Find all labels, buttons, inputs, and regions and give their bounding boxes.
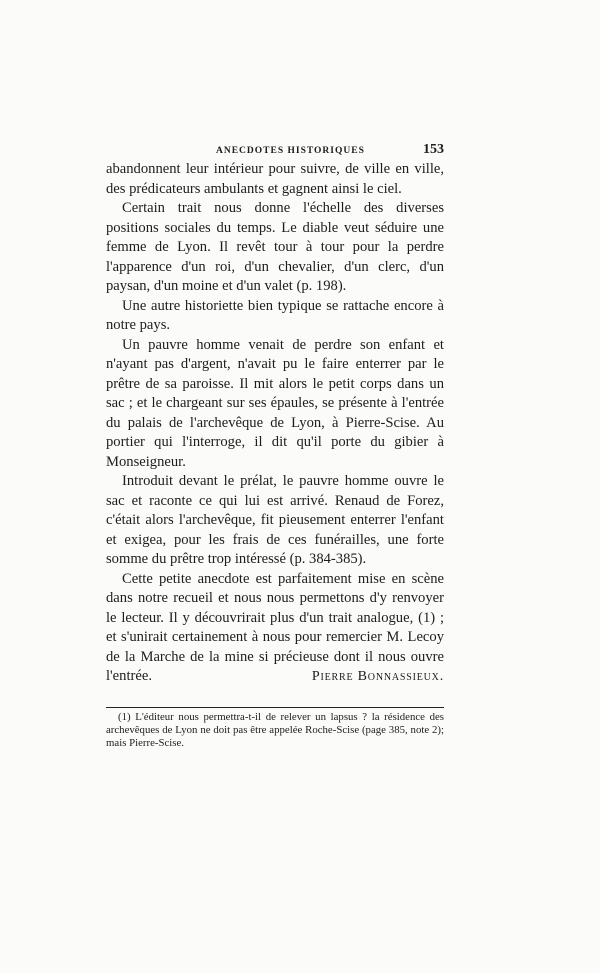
body-text (106, 160, 444, 687)
author-signature: Pierre Bonnassieux. (311, 669, 444, 684)
paragraph-prelate: Introduit devant le prélat, le pauvre homme ouvre le sac et raconte ce qui lui est arrivé. Renaud de Forez, c'était alors l'archevêque, fit pieusement enterrer l'enfant et exigea, pour les frais de ces funérailles, une forte somme du prêtre trop intéressé (p. 384-385). (106, 473, 444, 567)
page-number: 153 (423, 142, 444, 157)
paragraph-historiette-intro: Une autre historiette bien typique se rattache encore à notre pays. (106, 297, 444, 333)
footnote-divider (106, 707, 444, 708)
running-title: ANECDOTES HISTORIQUES (216, 146, 365, 156)
paragraph-social-positions: Certain trait nous donne l'échelle des diverses positions sociales du temps. Le diable veut séduire une femme de Lyon. Il revêt tour à tour pour la perdre l'apparence d'un roi, d'un chevalier, d'un clerc, d'un paysan, d'un moine et d'un valet (p. 198). (106, 200, 444, 294)
paragraph-poor-man: Un pauvre homme venait de perdre son enfant et n'ayant pas d'argent, n'avait pu le faire enterrer par le prêtre de sa paroisse. Il mit alors le petit corps dans un sac ; et le chargeant sur ses épaules, se présente à l'entrée du palais de l'archevêque de Lyon, à Pierre-Scise. Au portier qui l'interroge, il dit qu'il porte du gibier à Monseigneur. (106, 336, 444, 470)
footnote (106, 711, 444, 750)
paragraph-conclusion: Cette petite anecdote est parfaitement mise en scène dans notre recueil et nous nous permettons d'y renvoyer le lecteur. Il y découvrirait plus d'un trait analogue, (1) ; et s'unirait certainement à nous pour remercier M. Lecoy de la Marche de la mine si précieuse dont il nous ouvre l'entrée. (106, 570, 444, 684)
footnote-text: (1) L'éditeur nous permettra-t-il de relever un lapsus ? la résidence des archevêques de Lyon ne doit pas être appelée Roche-Scise (page 385, note 2); mais Pierre-Scise. (106, 711, 444, 749)
paragraph-continuation: abandonnent leur intérieur pour suivre, de ville en ville, des prédicateurs ambulants et gagnent ainsi le ciel. (106, 161, 444, 197)
